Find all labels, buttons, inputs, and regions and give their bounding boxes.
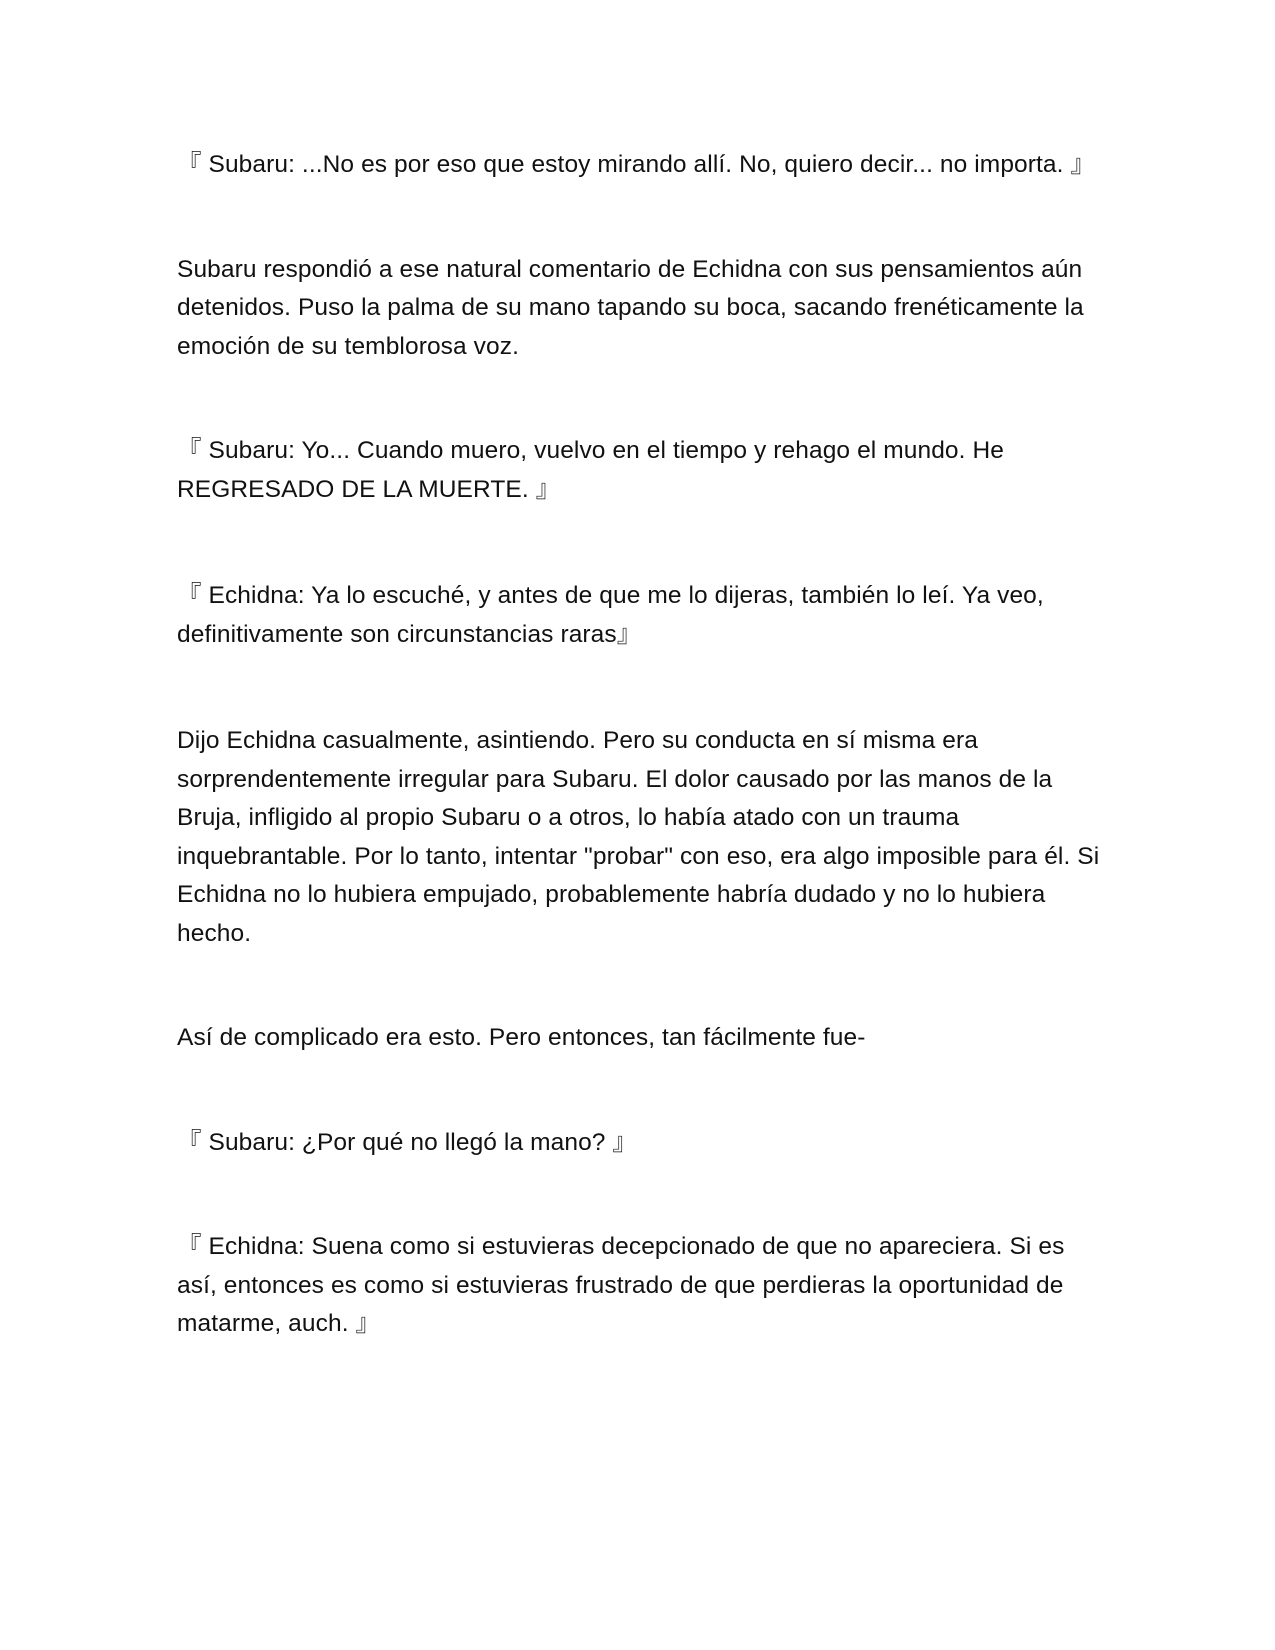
dialogue-paragraph: 『 Subaru: ...No es por eso que estoy mirando allí. No, quiero decir... no importa. 』 bbox=[177, 151, 1096, 178]
narration-paragraph: Así de complicado era esto. Pero entonces, tan fácilmente fue- bbox=[177, 1024, 866, 1051]
dialogue-paragraph: 『 Echidna: Suena como si estuvieras decepcionado de que no apareciera. Si es así, entonces es como si estuvieras frustrado de que perdieras la oportunidad de matarme, auch. 』 bbox=[177, 1233, 1065, 1337]
narration-paragraph: Dijo Echidna casualmente, asintiendo. Pero su conducta en sí misma era sorprendentemente irregular para Subaru. El dolor causado por las manos de la Bruja, infligido al propio Subaru o a otros, lo había atado con un trauma inquebrantable. Por lo tanto, intentar "probar" con eso, era algo imposible para él. Si Echidna no lo hubiera empujado, probablemente habría dudado y no lo hubiera hecho. bbox=[177, 727, 1100, 947]
dialogue-paragraph: 『 Subaru: ¿Por qué no llegó la mano? 』 bbox=[177, 1128, 638, 1156]
narration-paragraph: Subaru respondió a ese natural comentario de Echidna con sus pensamientos aún detenidos. Puso la palma de su mano tapando su boca, sacando frenéticamente la emoción de su temblorosa voz. bbox=[177, 255, 1084, 360]
dialogue-paragraph: 『 Subaru: Yo... Cuando muero, vuelvo en el tiempo y rehago el mundo. He REGRESADO DE LA MUERTE. 』 bbox=[177, 437, 1004, 503]
text-column bbox=[177, 146, 1107, 1344]
dialogue-paragraph: 『 Echidna: Ya lo escuché, y antes de que me lo dijeras, también lo leí. Ya veo, definitivamente son circunstancias raras』 bbox=[177, 582, 1044, 648]
